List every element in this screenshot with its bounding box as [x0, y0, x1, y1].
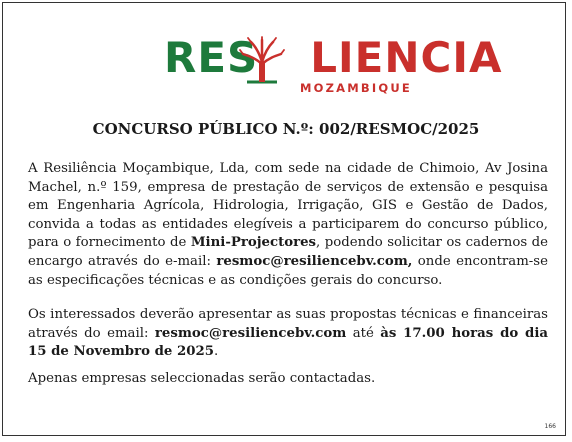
paragraph-intro — [28, 160, 548, 290]
paragraph-submission — [28, 306, 548, 362]
logo-word-liencia: LIENCIA — [310, 33, 503, 82]
p2-text-1: Os interessados deverão apresentar as suas propostas técnicas e financeiras através do email: — [28, 307, 548, 341]
p2-email: resmoc@resiliencebv.com — [154, 325, 347, 341]
logo-word-res: RES — [164, 33, 259, 82]
p2-deadline: às 17.00 horas do dia 15 de Novembro de 2025 — [28, 325, 549, 360]
p1-product-name: Mini-Projectores — [190, 235, 317, 251]
tree-icon — [237, 36, 287, 86]
p1-text-3: onde encontram-se as especificações técnicas e as condições gerais do concurso. — [28, 253, 548, 288]
p1-text-2: , podendo solicitar os cadernos de encargo através do e-mail: — [28, 235, 549, 269]
p1-text-1: A Resiliência Moçambique, Lda, com sede na cidade de Chimoio, Av Josina Machel, n.º 159, empresa de prestação de serviços de extensão e pesquisa em Engenharia Agrícola, Hidrologia, Irrigação, GIS e Gestão de Dados, convida a todas as entidades elegíveis a participarem do concurso público, para o fornecimento de — [28, 161, 548, 251]
logo-subtitle: MOZAMBIQUE — [300, 81, 412, 95]
p2-text-2: até — [346, 325, 381, 341]
resiliencia-logo — [0, 34, 572, 104]
document-title: CONCURSO PÚBLICO N.º: 002/RESMOC/2025 — [92, 120, 480, 138]
logo-wordmark — [164, 34, 502, 82]
p2-text-3: . — [214, 344, 219, 360]
p1-email: resmoc@resiliencebv.com, — [216, 253, 413, 269]
paragraph-closing: Apenas empresas seleccionadas serão contactadas. — [28, 371, 376, 386]
page-number: 166 — [544, 423, 556, 430]
